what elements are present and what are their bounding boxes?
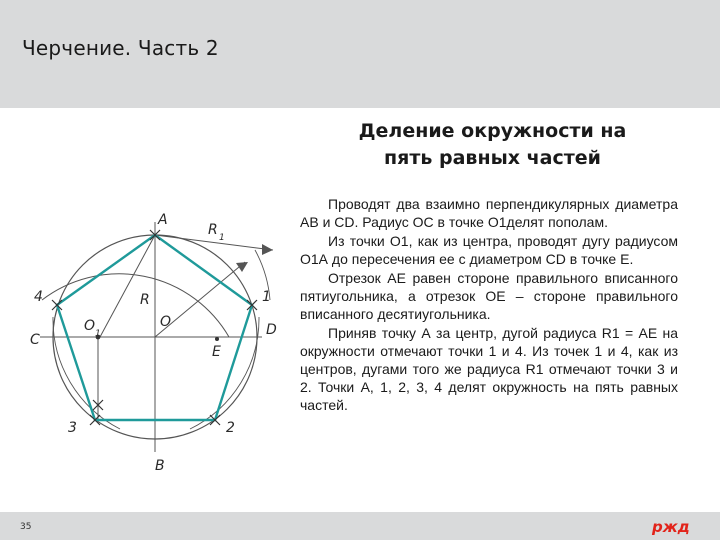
slide-title-line-1: Деление окружности на (358, 120, 627, 142)
slide-title-line-2: пять равных частей (384, 147, 601, 169)
label-r: R (140, 292, 150, 308)
paragraph-2: Из точки О1, как из центра, проводят дугу радиусом О1А до пересечения ее с диаметром CD в точке Е. (300, 233, 678, 267)
header-title: Черчение. Часть 2 (22, 36, 219, 60)
paragraph-3: Отрезок АЕ равен стороне правильного вписанного пятиугольника, а отрезок ОЕ – стороне правильного вписанного десятиугольника. (300, 270, 678, 322)
slide-title (300, 118, 685, 172)
slide-header (0, 0, 720, 108)
paragraph-1: Проводят два взаимно перпендикулярных диаметра АВ и CD. Радиус ОС в точке О1делят пополам. (300, 196, 678, 230)
body-text (300, 195, 678, 414)
label-a: A (158, 212, 168, 228)
footer-strip (0, 512, 720, 540)
label-r1-sub: 1 (219, 233, 225, 243)
label-r1: R (208, 222, 218, 238)
arc-o1-radius (42, 274, 229, 337)
r1-arrowhead (262, 244, 273, 255)
point-e (215, 337, 219, 341)
label-e: E (212, 344, 221, 360)
label-point-4: 4 (34, 289, 43, 305)
paragraph-4: Приняв точку А за центр, дугой радиуса R1 = АЕ на окружности отмечают точки 1 и 4. Из точек 1 и 4, как из центров, дугами того же радиуса R1 отмечают точки 3 и 2. Точки А, 1, 2, 3, 4 делят окружность на пять равных частей. (300, 325, 678, 413)
page-number: 35 (20, 522, 32, 532)
label-b: B (155, 458, 165, 474)
label-o1: O (84, 318, 96, 334)
svg-text:ржд: ржд (652, 518, 690, 536)
rzd-logo (650, 516, 694, 536)
label-point-1: 1 (262, 289, 271, 305)
r-arrowhead (236, 262, 248, 272)
label-point-2: 2 (226, 420, 235, 436)
label-o1-sub: 1 (95, 329, 101, 339)
line-o1-a (100, 235, 155, 337)
label-point-3: 3 (68, 420, 77, 436)
construction-drawing (0, 200, 290, 475)
label-d: D (266, 322, 277, 338)
label-c: C (30, 332, 40, 348)
label-o: O (160, 314, 172, 330)
